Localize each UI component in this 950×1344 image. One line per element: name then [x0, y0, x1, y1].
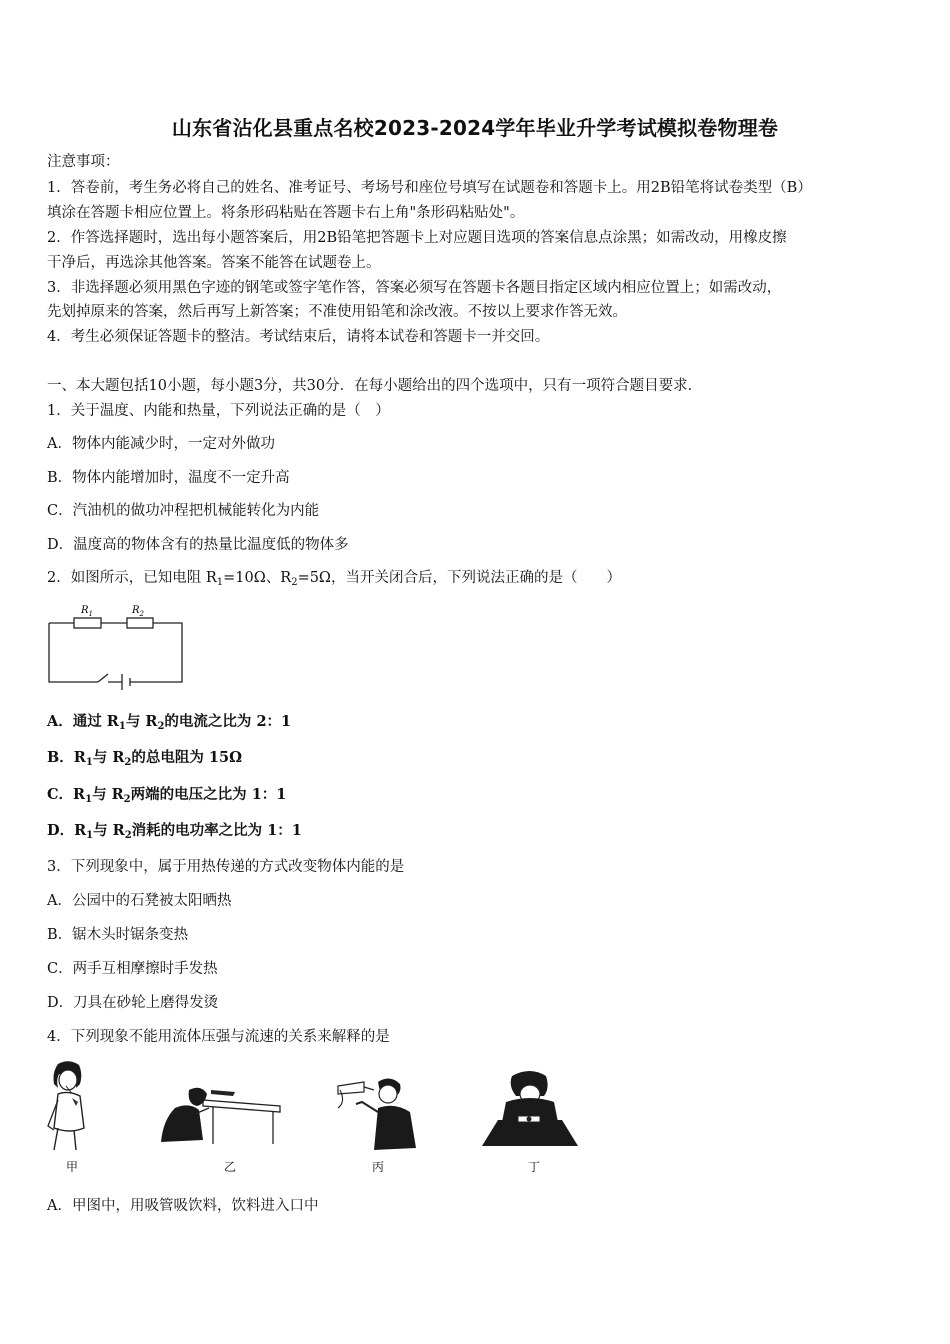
question-4-option-a: A．甲图中，用吸管吸饮料，饮料进入口中: [47, 1198, 319, 1214]
notice-line: 2．作答选择题时，选出每小题答案后，用2B铅笔把答题卡上对应题目选项的答案信息点涂黑；如需改动，用橡皮擦: [47, 230, 787, 246]
question-3-option-c: C．两手互相摩擦时手发热: [47, 961, 218, 977]
question-4-stem: 4．下列现象不能用流体压强与流速的关系来解释的是: [47, 1029, 390, 1045]
r2-label: $R_2$: [132, 605, 144, 618]
figure-bing-blowing-paper: [316, 1072, 424, 1154]
question-1-stem: 1．关于温度、内能和热量，下列说法正确的是（ ）: [47, 403, 390, 419]
question-2-option-d: D．$R_1$与 $R_2$消耗的电功率之比为 1：1: [47, 822, 302, 841]
switch: [98, 674, 108, 682]
circuit-wire: [49, 623, 182, 682]
resistor-r2: [127, 618, 153, 628]
notice-line: 4．考生必须保证答题卡的整洁。考试结束后，请将本试卷和答题卡一并交回。: [47, 329, 550, 345]
figure-label-yi: 乙: [224, 1160, 237, 1174]
notice-heading: 注意事项：: [47, 154, 120, 170]
figure-jia-girl-straw: [44, 1060, 94, 1152]
question-2-stem: 2．如图所示，已知电阻 $R_1=10\Omega$、$R_2=5\Omega$，当开关闭合后，下列说法正确的是（ ）: [47, 570, 621, 588]
figure-yi-blowing-table: [155, 1078, 285, 1150]
question-3-stem: 3．下列现象中，属于用热传递的方式改变物体内能的是: [47, 859, 405, 875]
notice-line: 3．非选择题必须用黑色字迹的钢笔或签字笔作答，答案必须写在答题卡各题目指定区域内相应位置上；如需改动，: [47, 280, 782, 296]
question-3-option-b: B．锯木头时锯条变热: [47, 927, 189, 943]
question-1-option-c: C．汽油机的做功冲程把机械能转化为内能: [47, 503, 320, 519]
figure-label-bing: 丙: [372, 1160, 385, 1174]
page-title: 山东省沾化县重点名校2023-2024学年毕业升学考试模拟卷物理卷: [171, 116, 779, 140]
notice-line: 填涂在答题卡相应位置上。将条形码粘贴在答题卡右上角"条形码粘贴处"。: [47, 205, 525, 221]
question-1-option-b: B．物体内能增加时，温度不一定升高: [47, 470, 290, 486]
r1-label: $R_1$: [81, 605, 93, 618]
figure-ding-funnel: [478, 1070, 582, 1148]
question-1-option-a: A．物体内能减少时，一定对外做功: [47, 436, 275, 452]
circuit-diagram: [44, 600, 189, 692]
notice-line: 干净后，再选涂其他答案。答案不能答在试题卷上。: [47, 255, 381, 271]
notice-line: 1．答卷前，考生务必将自己的姓名、准考证号、考场号和座位号填写在试题卷和答题卡上。用2B铅笔将试卷类型（B）: [47, 180, 812, 196]
section-heading: 一、本大题包括10小题，每小题3分，共30分．在每小题给出的四个选项中，只有一项符合题目要求．: [47, 378, 703, 394]
question-3-option-d: D．刀具在砂轮上磨得发烫: [47, 995, 219, 1011]
notice-line: 先划掉原来的答案，然后再写上新答案；不准使用铅笔和涂改液。不按以上要求作答无效。: [47, 304, 627, 320]
question-2-option-c: C．$R_1$与 $R_2$两端的电压之比为 1：1: [47, 786, 287, 805]
question-1-option-d: D．温度高的物体含有的热量比温度低的物体多: [47, 537, 349, 553]
figure-label-ding: 丁: [528, 1160, 541, 1174]
resistor-r1: [74, 618, 101, 628]
question-3-option-a: A．公园中的石凳被太阳晒热: [47, 893, 232, 909]
question-2-option-b: B．$R_1$与 $R_2$的总电阻为 15Ω: [47, 749, 242, 768]
figure-label-jia: 甲: [66, 1160, 79, 1174]
question-2-option-a: A．通过 $R_1$与 $R_2$的电流之比为 2：1: [47, 713, 292, 732]
